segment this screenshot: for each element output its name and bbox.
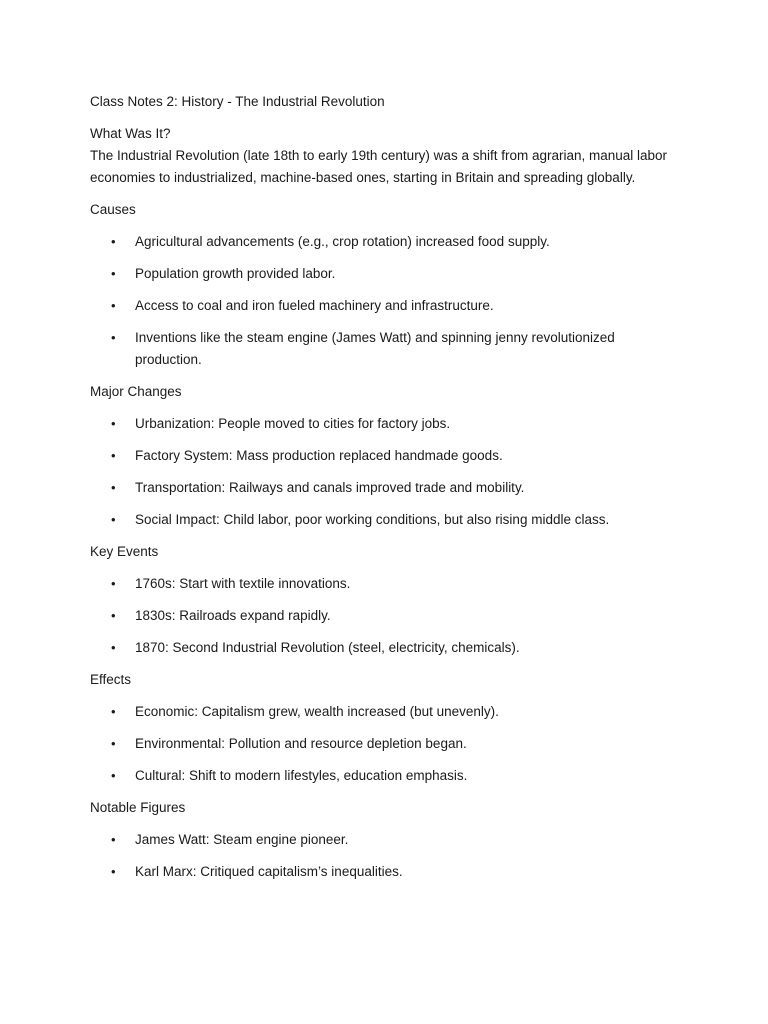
list-item: • Karl Marx: Critiqued capitalism’s inequalities.	[90, 861, 670, 883]
list-item: • Agricultural advancements (e.g., crop rotation) increased food supply.	[90, 231, 670, 253]
list-item: • Factory System: Mass production replaced handmade goods.	[90, 445, 670, 467]
bullet-list	[90, 829, 670, 883]
bullet-list	[90, 413, 670, 531]
list-item: • Cultural: Shift to modern lifestyles, education emphasis.	[90, 765, 670, 787]
intro-heading: What Was It?	[90, 126, 171, 141]
list-item: • Population growth provided labor.	[90, 263, 670, 285]
list-item: • Inventions like the steam engine (James Watt) and spinning jenny revolutionized production.	[90, 327, 670, 371]
list-item: • Urbanization: People moved to cities for factory jobs.	[90, 413, 670, 435]
section-major-changes	[90, 381, 670, 531]
list-item: • 1830s: Railroads expand rapidly.	[90, 605, 670, 627]
section-key-events	[90, 541, 670, 659]
section-heading: Major Changes	[90, 384, 182, 399]
document-page	[90, 91, 670, 893]
list-item: • Access to coal and iron fueled machinery and infrastructure.	[90, 295, 670, 317]
intro-text: The Industrial Revolution (late 18th to early 19th century) was a shift from agrarian, manual labor economies to industrialized, machine-based ones, starting in Britain and spreading globally.	[90, 148, 668, 185]
list-item: • Environmental: Pollution and resource depletion began.	[90, 733, 670, 755]
list-item: • 1870: Second Industrial Revolution (steel, electricity, chemicals).	[90, 637, 670, 659]
section-notable-figures	[90, 797, 670, 883]
section-heading: Effects	[90, 672, 132, 687]
section-causes	[90, 199, 670, 371]
list-item: • James Watt: Steam engine pioneer.	[90, 829, 670, 851]
bullet-list	[90, 701, 670, 787]
bullet-list	[90, 573, 670, 659]
section-heading: Causes	[90, 202, 136, 217]
list-item: • Economic: Capitalism grew, wealth increased (but unevenly).	[90, 701, 670, 723]
list-item: • Transportation: Railways and canals improved trade and mobility.	[90, 477, 670, 499]
section-effects	[90, 669, 670, 787]
section-heading: Notable Figures	[90, 800, 186, 815]
list-item: • 1760s: Start with textile innovations.	[90, 573, 670, 595]
list-item: • Social Impact: Child labor, poor working conditions, but also rising middle class.	[90, 509, 670, 531]
bullet-list	[90, 231, 670, 371]
section-heading: Key Events	[90, 544, 159, 559]
document-title: Class Notes 2: History - The Industrial Revolution	[90, 94, 385, 109]
